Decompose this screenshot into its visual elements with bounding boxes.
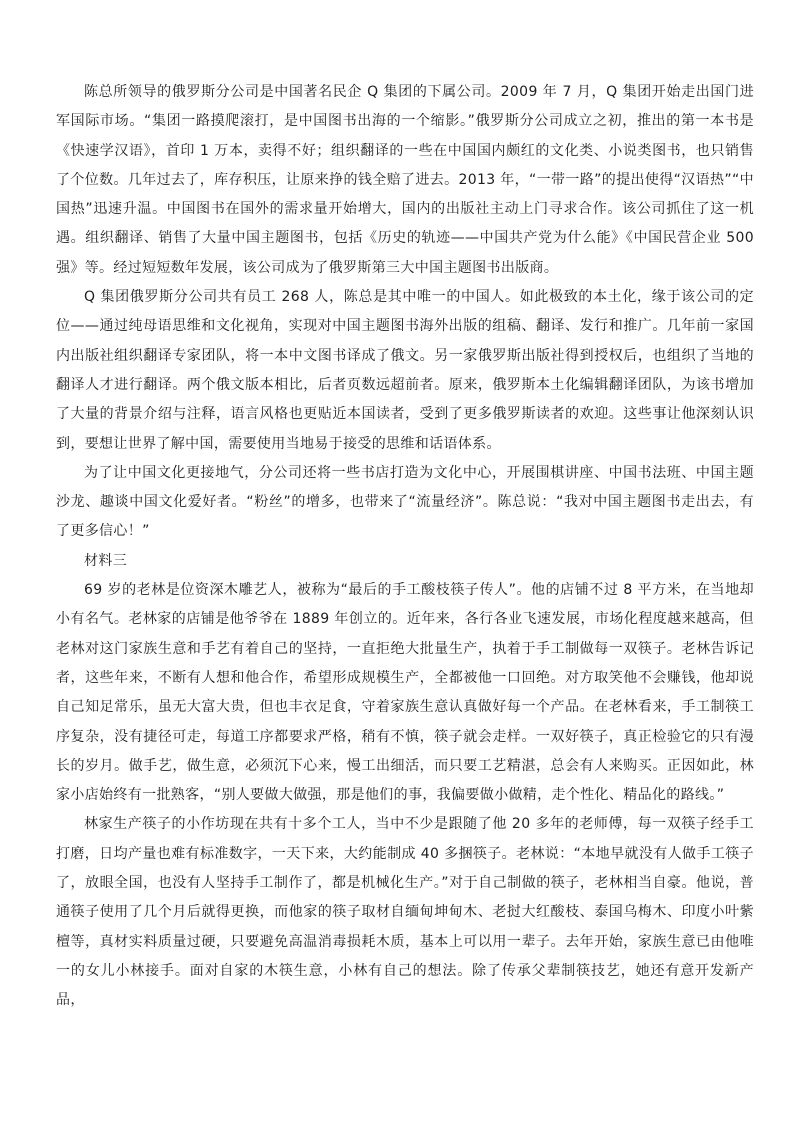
paragraph-old-lin: 69 岁的老林是位资深木雕艺人，被称为“最后的手工酸枝筷子传人”。他的店铺不过 8 平方米，在当地却小有名气。老林家的店铺是他爷爷在 1889 年创立的。近年来，各行各业飞速发展，市场化程度越来越高，但老林对这门家族生意和手艺有着自己的坚持，一直拒绝大批量生产，执着于手工制做每一双筷子。老林告诉记者，这些年来，不断有人想和他合作，希望形成规模生产，全都被他一口回绝。对方取笑他不会赚钱，他却说自己知足常乐，虽无大富大贵，但也丰衣足食，守着家族生意认真做好每一个产品。在老林看来，手工制筷工序复杂，没有捷径可走，每道工序都要求严格，稍有不慎，筷子就会走样。一双好筷子，真正检验它的只有漫长的岁月。做手艺，做生意，必须沉下心来，慢工出细活，而只要工艺精湛，总会有人来购买。正因如此，林家小店始终有一批熟客，“别人要做大做强，那是他们的事，我偏要做小做精，走个性化、精品化的路线。” xyxy=(56,582,754,804)
paragraph-localization: Q 集团俄罗斯分公司共有员工 268 人，陈总是其中唯一的中国人。如此极致的本土化，缘于该公司的定位——通过纯母语思维和文化视角，实现对中国主题图书海外出版的组稿、翻译、发行和推广。几年前一家国内出版社组织翻译专家团队，将一本中文图书译成了俄文。另一家俄罗斯出版社得到授权后，也组织了当地的翻译人才进行翻译。两个俄文版本相比，后者页数远超前者。原来，俄罗斯本土化编辑翻译团队，为该书增加了大量的背景介绍与注释，语言风格也更贴近本国读者，受到了更多俄罗斯读者的欢迎。这些事让他深刻认识到，要想让世界了解中国，需要使用当地易于接受的思维和话语体系。 xyxy=(56,289,754,452)
paragraph-culture-center: 为了让中国文化更接地气，分公司还将一些书店打造为文化中心，开展围棋讲座、中国书法班、中国主题沙龙、趣谈中国文化爱好者。“粉丝”的增多，也带来了“流量经济”。陈总说：“我对中国主题图书走出去，有了更多信心！” xyxy=(56,464,754,540)
section-heading-material-three: 材料三 xyxy=(84,552,128,569)
paragraph-lin-workshop: 林家生产筷子的小作坊现在共有十多个工人，当中不少是跟随了他 20 多年的老师傅，每一双筷子经手工打磨，日均产量也难有标准数字，一天下来，大约能制成 40 多捆筷子。老林说：“本地早就没有人做手工筷子了，放眼全国，也没有人坚持手工制作了，都是机械化生产。”对于自己制做的筷子，老林相当自豪。他说，普通筷子使用了几个月后就得更换，而他家的筷子取材自缅甸坤甸木、老挝大红酸枝、泰国乌梅木、印度小叶紫檀等，真材实料质量过硬，只要避免高温消毒损耗木质，基本上可以用一辈子。去年开始，家族生意已由他唯一的女儿小林接手。面对自家的木筷生意，小林有自己的想法。除了传承父辈制筷技艺，她还有意开发新产品， xyxy=(56,816,754,1009)
paragraph-q-group-russia: 陈总所领导的俄罗斯分公司是中国著名民企 Q 集团的下属公司。2009 年 7 月，Q 集团开始走出国门进军国际市场。“集团一路摸爬滚打，是中国图书出海的一个缩影。”俄罗斯分公司成立之初，推出的第一本书是《快速学汉语》，首印 1 万本，卖得不好；组织翻译的一些在中国国内颇红的文化类、小说类图书，也只销售了个位数。几年过去了，库存积压，让原来挣的钱全赔了进去。2013 年，“一带一路”的提出使得“汉语热”“中国热”迅速升温。中国图书在国外的需求量开始增大，国内的出版社主动上门寻求合作。该公司抓住了这一机遇。组织翻译、销售了大量中国主题图书，包括《历史的轨迹——中国共产党为什么能》《中国民营企业 500 强》等。经过短短数年发展，该公司成为了俄罗斯第三大中国主题图书出版商。 xyxy=(56,84,754,276)
